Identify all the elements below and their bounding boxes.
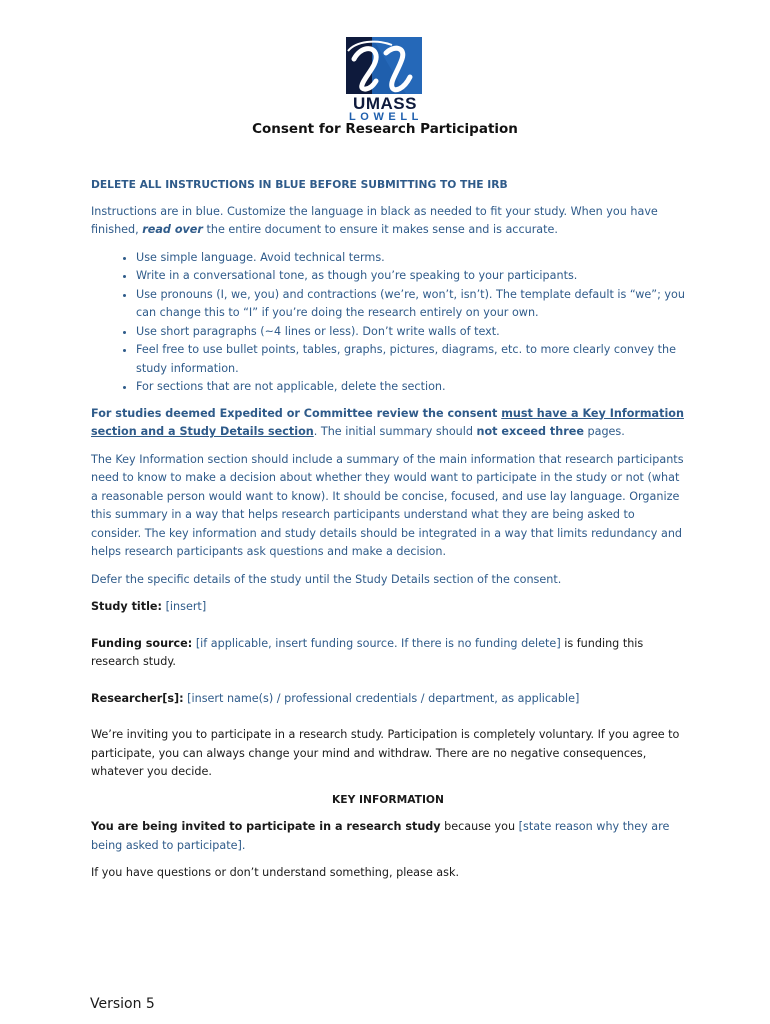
invited-bold: You are being invited to participate in a research study [91,820,441,833]
list-item: • Use pronouns (I, we, you) and contractions (we’re, won’t, isn’t). The template default is “we”; you can change this to “I” if you’re doing the research entirely on your own. [136,286,685,323]
expedited-part-5: pages. [583,425,625,438]
expedited-part-2: must have a Key Information section and a Study Details section [91,406,684,438]
inviting-paragraph: We’re inviting you to participate in a research study. Participation is completely voluntary. If you agree to participate, you can always change your mind and withdraw. There are no negative consequences, whatever you decide. [91,728,680,778]
funding-label: Funding source: [91,636,193,650]
researchers-label: Researcher[s]: [91,691,184,705]
study-title-line [91,598,685,617]
umass-lowell-logo [346,37,424,123]
intro-paragraph [91,203,685,240]
document-title: Consent for Research Participation [252,121,518,137]
key-information-heading: KEY INFORMATION [332,792,444,806]
intro-text-1: Instructions are in blue. Customize the language in black as needed to fit your study. When you have finished, [91,204,658,236]
invited-paragraph [91,818,685,855]
intro-text-2: the entire document to ensure it makes sense and is accurate. [202,223,558,236]
list-item: • Feel free to use bullet points, tables, graphs, pictures, diagrams, etc. to more clearly convey the study information. [136,341,685,378]
funding-value: [if applicable, insert funding source. If there is no funding delete] [195,636,561,650]
version-footer: Version 5 [90,996,155,1012]
intro-emphasis: read over [142,223,203,236]
logo-lowell-text: LOWELL [348,111,424,123]
delete-instructions-heading: DELETE ALL INSTRUCTIONS IN BLUE BEFORE SUBMITTING TO THE IRB [91,178,508,191]
invited-text: because you [440,820,519,833]
list-item: • Use simple language. Avoid technical terms. [136,249,685,268]
list-item: • Use short paragraphs (~4 lines or less). Don’t write walls of text. [136,323,685,342]
list-item: • Write in a conversational tone, as though you’re speaking to your participants. [136,267,685,286]
study-title-label: Study title: [91,600,162,613]
expedited-part-1: For studies deemed Expedited or Committee review the consent [91,406,502,420]
defer-paragraph: Defer the specific details of the study until the Study Details section of the consent. [91,572,562,586]
expedited-part-3: . The initial summary should [313,425,477,438]
expedited-part-4: not exceed three [476,425,584,438]
document-body [91,176,685,892]
invited-reason: [state reason why they are being asked to participate] [91,820,670,852]
key-info-instructions: The Key Information section should include a summary of the main information that research participants need to know to make a decision about whether they would want to participate in the study or not (what a reasonable person would want to know). It should be concise, focused, and use lay language. Organize this summary in a way that helps research participants understand what they are being asked to consider. The key information and study details should be integrated in a way that limits redundancy and helps research participants ask questions and make a decision. [91,452,684,558]
expedited-paragraph [91,405,685,442]
instruction-bullet-list [91,249,685,397]
questions-paragraph: If you have questions or don’t understand something, please ask. [91,866,460,879]
funding-suffix: is funding this research study. [91,636,644,668]
list-item: • For sections that are not applicable, delete the section. [136,378,685,397]
researchers-value: [insert name(s) / professional credentials / department, as applicable] [187,691,580,705]
study-title-value: [insert] [165,600,207,613]
umass-lowell-emblem-icon [346,37,422,94]
funding-line [91,635,685,672]
logo-umass-text: UMASS [353,94,417,113]
researchers-line [91,690,685,709]
invited-end: . [241,838,246,852]
